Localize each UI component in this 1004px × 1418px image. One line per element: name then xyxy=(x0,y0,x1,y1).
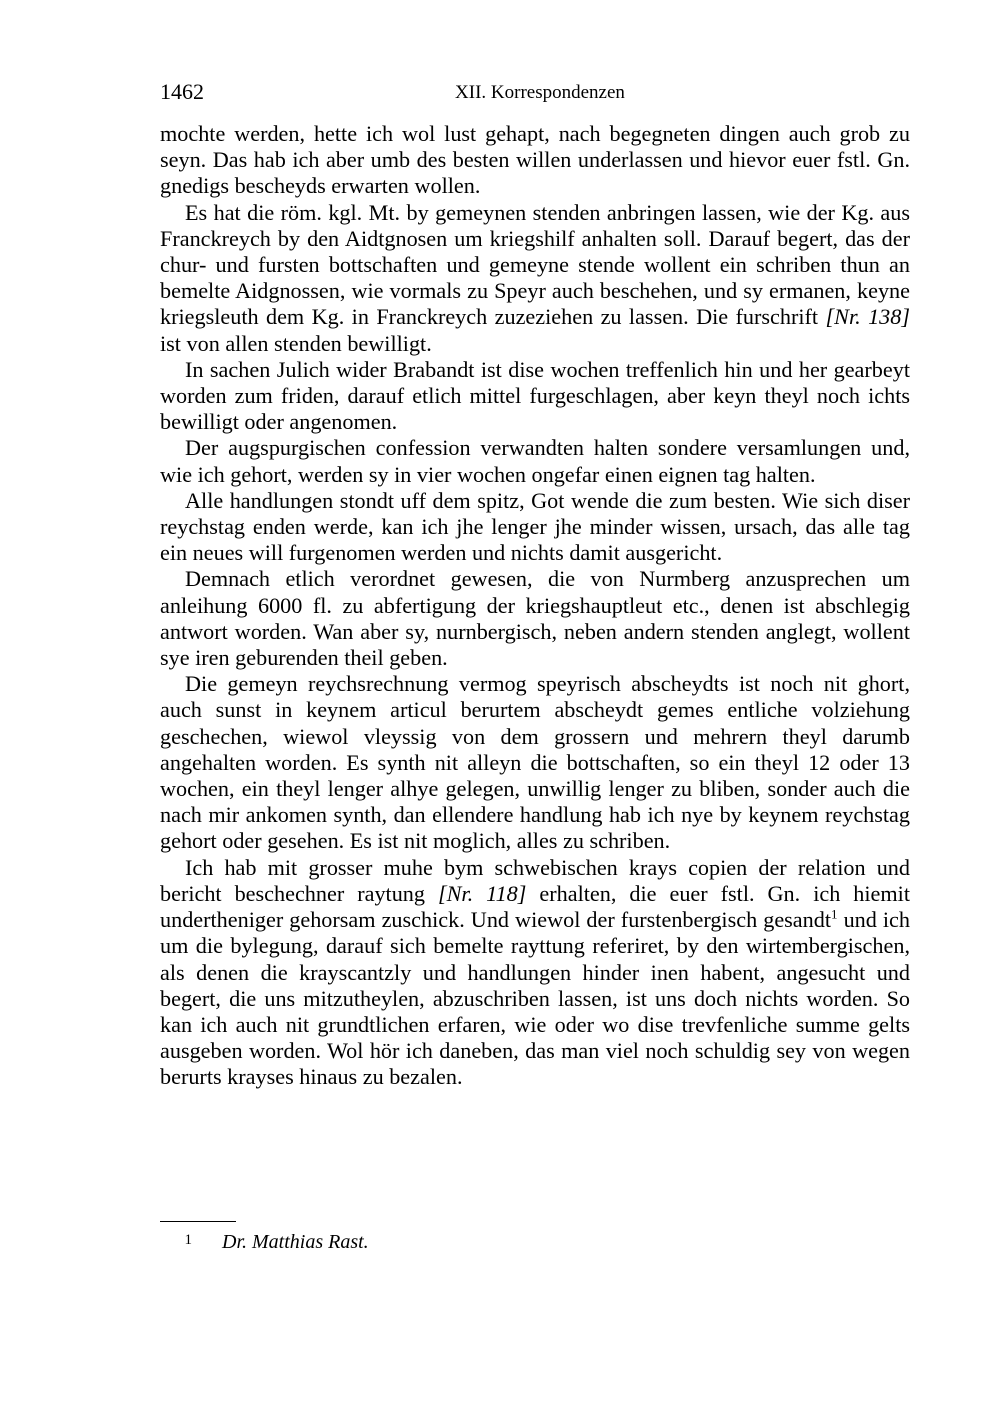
main-text xyxy=(160,121,910,1091)
paragraph: Der augspurgischen confession verwandten halten sondere versamlungen und, wie ich gehort, werden sy in vier wochen ongefar einen eignen tag halten. xyxy=(160,435,910,487)
paragraph-text: Ich hab mit grosser muhe bym schwebischen krays copien der relation und bericht beschechner raytung xyxy=(160,854,910,906)
paragraph: In sachen Julich wider Brabandt ist dise wochen treffenlich hin und her gearbeyt worden zum friden, darauf etlich mittel furgeschlagen, aber keyn theyl noch ichts bewilligt oder angenomen. xyxy=(160,356,910,435)
paragraph: Demnach etlich verordnet gewesen, die von Nurmberg anzusprechen um anleihung 6000 fl. zu abfertigung der kriegshauptleut etc., denen ist abschlegig antwort worden. Wan aber sy, nurnbergisch, neben andern stenden anglegt, wollent sye iren geburenden theil geben. xyxy=(160,566,910,671)
running-head: XII. Korrespondenzen xyxy=(455,82,625,103)
paragraph-text: ist von allen stenden bewilligt. xyxy=(160,330,432,356)
paragraph xyxy=(160,855,910,1091)
page-number: 1462 xyxy=(160,79,204,104)
footnote-mark: 1 xyxy=(831,906,838,922)
footnote xyxy=(160,1227,760,1255)
document-reference: [Nr. 138] xyxy=(825,304,910,330)
paragraph-text: erhalten, die euer fstl. Gn. ich hiemit undertheniger gehorsam zuschick. Und wiewol der furstenbergisch gesandt xyxy=(160,880,910,933)
paragraph: Alle handlungen stondt uff dem spitz, Got wende die zum besten. Wie sich diser reychstag enden werde, kan ich jhe lenger jhe minder wissen, ursach, das alle tag ein neues will furgenomen werden und nichts damit ausgericht. xyxy=(160,487,910,566)
footnote-rule xyxy=(160,1221,236,1222)
paragraph-text: und ich um die bylegung, darauf sich bemelte rayttung referiret, by den wirtembergischen, als denen die krayscantzly und handlungen hinder inen habent, angesucht und begert, die uns mitzutheylen, abzuschriben lassen, ist uns doch nichts worden. So kan ich auch nit grundtlichen erfaren, wie oder wo dise trevfenliche summe gelts ausgeben worden. Wol hör ich daneben, das man viel noch schuldig sey von wegen berurts krayses hinaus zu bezalen. xyxy=(160,907,911,1090)
footnote-text: Dr. Matthias Rast. xyxy=(222,1231,369,1253)
document-reference: [Nr. 118] xyxy=(437,880,527,906)
paragraph: mochte werden, hette ich wol lust gehapt, nach begegneten dingen auch grob zu seyn. Das hab ich aber umb des besten willen underlassen und hievor euer fstl. Gn. gnedigs bescheyds erwarten wollen. xyxy=(160,121,910,199)
paragraph: Die gemeyn reychsrechnung vermog speyrisch abscheydts ist noch nit ghort, auch sunst in keynem articul berurtem abscheydt gemes entliche volziehung geschechen, wiewol vleyssig von dem grossern und mehrern theyl darumb angehalten worden. Es synth nit alleyn die bottschaften, so ein theyl 12 oder 13 wochen, ein theyl lenger alhye gelegen, unwillig lenger zu bliben, sonder auch die nach mir ankomen synth, dan ellendere handlung hab ich nye by keynem reychstag gehort oder gesehen. Es ist nit moglich, alles zu schriben. xyxy=(160,671,910,854)
footnote-number: 1 xyxy=(184,1232,192,1248)
paragraph xyxy=(160,200,910,357)
paragraph-text: Es hat die röm. kgl. Mt. by gemeynen stenden anbringen lassen, wie der Kg. aus Franckreych by den Aidtgnosen um kriegshilf anhalten soll. Darauf begert, das der chur- und fursten bottschaften und gemeyne stende wollent ein schriben thun an bemelte Aidgnossen, wie vormals zu Speyr auch beschehen, und sy ermanen, keyne kriegsleuth dem Kg. in Franckreych zuzeziehen zu lassen. Die furschrift xyxy=(160,199,910,330)
